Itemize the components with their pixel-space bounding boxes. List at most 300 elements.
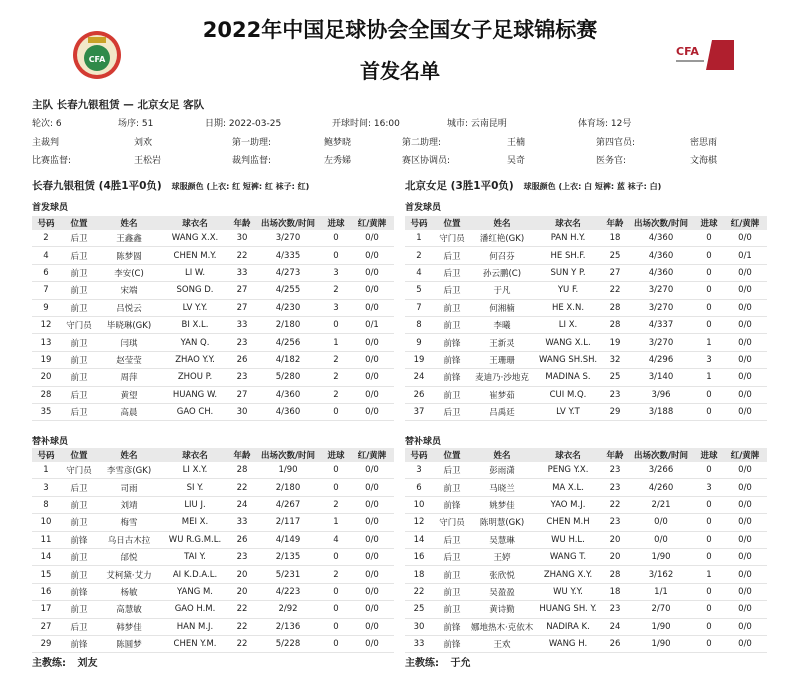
column-header-shirt-name: 球衣名 [533,216,603,230]
ar1-label: 第一助理: [232,138,272,148]
column-header-position: 位置 [60,216,98,230]
cell-goals: 0 [322,316,350,333]
table-row [32,462,394,479]
cell-age: 30 [230,230,254,247]
cell-appearances: 4/149 [254,531,322,548]
cell-shirt-name: HE X.N. [533,299,603,316]
cell-goals: 2 [322,496,350,513]
table-row [405,386,767,403]
page-title: 2022年中国足球协会全国女子足球锦标赛 [202,18,598,42]
medical-label: 医务官: [596,156,627,166]
cell-position: 后卫 [433,282,471,299]
cell-appearances: 4/360 [627,247,695,264]
cell-goals: 4 [322,531,350,548]
referee: 刘欢 [134,138,153,148]
column-header-number: 号码 [405,216,433,230]
cell-cards: 0/1 [350,316,394,333]
coordinator: 吴奇 [507,156,526,166]
cell-age: 24 [603,618,627,635]
column-header-appearances: 出场次数/时间 [627,448,695,462]
cell-number: 13 [32,334,60,351]
cell-cards: 0/0 [350,334,394,351]
column-header-name: 姓名 [471,216,533,230]
cell-shirt-name: CHEN M.H [533,514,603,531]
cell-goals: 0 [695,386,723,403]
column-header-shirt-name: 球衣名 [533,448,603,462]
table-row [32,282,394,299]
cell-position: 前卫 [60,601,98,618]
table-row [405,334,767,351]
away-coach-label: 主教练: [405,658,439,669]
table-row [32,299,394,316]
away-starters-table [405,216,767,421]
supervisor: 王松岩 [134,156,162,166]
cell-position: 守门员 [433,514,471,531]
cell-number: 37 [405,403,433,420]
cell-appearances: 5/231 [254,566,322,583]
cell-age: 22 [230,635,254,652]
cell-shirt-name: WU Y.Y. [533,583,603,600]
cell-position: 守门员 [433,230,471,247]
cell-goals: 1 [695,334,723,351]
cell-appearances: 2/70 [627,601,695,618]
ref-supervisor-label: 裁判监督: [232,156,272,166]
home-coach-name: 刘友 [77,658,98,669]
table-row [405,230,767,247]
cell-appearances: 4/255 [254,282,322,299]
cell-age: 22 [230,618,254,635]
cell-goals: 0 [695,247,723,264]
cell-appearances: 3/162 [627,566,695,583]
cell-number: 6 [32,264,60,281]
cell-shirt-name: CUI M.Q. [533,386,603,403]
coordinator-label: 赛区协调员: [402,156,451,166]
cell-name: 王珊珊 [471,351,533,368]
table-row [405,618,767,635]
cell-goals: 0 [322,618,350,635]
cell-name: 艾柯黛·艾力 [98,566,160,583]
table-row [32,316,394,333]
column-header-goals: 进球 [322,216,350,230]
home-subs-table [32,448,394,653]
cell-name: 毕晓琳(GK) [98,316,160,333]
cell-position: 前锋 [433,351,471,368]
header [0,0,800,92]
cell-cards: 0/0 [723,316,767,333]
cell-goals: 0 [695,299,723,316]
cell-number: 5 [405,282,433,299]
away-kit-colors: 球服颜色 (上衣: 白 短裤: 蓝 袜子: 白) [523,182,662,191]
column-header-name: 姓名 [471,448,533,462]
table-header-row [405,448,767,462]
cell-cards: 0/0 [723,282,767,299]
cell-number: 27 [32,618,60,635]
cell-appearances: 5/228 [254,635,322,652]
cell-goals: 0 [695,514,723,531]
cell-age: 23 [603,479,627,496]
cell-position: 后卫 [433,548,471,565]
cell-goals: 0 [695,264,723,281]
cell-number: 12 [405,514,433,531]
cell-shirt-name: YU F. [533,282,603,299]
away-team-name: 北京女足 (3胜1平0负) [405,180,514,192]
cell-name: 王鑫鑫 [98,230,160,247]
column-header-appearances: 出场次数/时间 [627,216,695,230]
table-row [32,247,394,264]
cell-number: 15 [32,566,60,583]
cell-name: 崔梦茹 [471,386,533,403]
cell-number: 2 [32,230,60,247]
cell-goals: 2 [322,566,350,583]
cell-position: 前锋 [60,531,98,548]
table-header-row [32,448,394,462]
table-row [32,351,394,368]
column-header-goals: 进球 [322,448,350,462]
cell-position: 前卫 [60,548,98,565]
cell-shirt-name: BI X.L. [160,316,230,333]
cell-position: 前锋 [433,635,471,652]
cell-position: 前卫 [60,299,98,316]
cell-number: 2 [405,247,433,264]
column-header-number: 号码 [405,448,433,462]
cell-cards: 0/0 [350,514,394,531]
cell-cards: 0/0 [723,230,767,247]
cell-name: 梅雪 [98,514,160,531]
cell-position: 前卫 [433,299,471,316]
cell-number: 19 [32,351,60,368]
supervisor-label: 比赛监督: [32,156,72,166]
cell-appearances: 4/360 [254,403,322,420]
cell-goals: 2 [322,282,350,299]
cell-number: 1 [32,462,60,479]
cell-age: 24 [230,496,254,513]
table-row [405,316,767,333]
cell-name: 吕悦云 [98,299,160,316]
cell-cards: 0/0 [350,566,394,583]
cell-age: 28 [603,316,627,333]
cell-shirt-name: SUN Y P. [533,264,603,281]
cell-cards: 0/0 [350,531,394,548]
cell-shirt-name: ZHANG X.Y. [533,566,603,583]
table-row [405,264,767,281]
cell-goals: 3 [695,479,723,496]
cell-number: 25 [405,601,433,618]
cell-age: 20 [230,566,254,583]
table-row [405,351,767,368]
cell-goals: 3 [322,264,350,281]
cell-goals: 0 [695,316,723,333]
cell-number: 6 [405,479,433,496]
cell-number: 12 [32,316,60,333]
cell-appearances: 4/256 [254,334,322,351]
cell-number: 3 [405,462,433,479]
column-header-age: 年龄 [230,216,254,230]
cell-cards: 0/0 [350,369,394,386]
cell-goals: 3 [322,299,350,316]
cell-shirt-name: NADIRA K. [533,618,603,635]
cell-appearances: 1/90 [627,618,695,635]
cell-appearances: 2/180 [254,316,322,333]
ref-supervisor: 左秀娣 [324,156,352,166]
column-header-shirt-name: 球衣名 [160,216,230,230]
table-row [405,403,767,420]
table-row [405,548,767,565]
column-header-appearances: 出场次数/时间 [254,448,322,462]
table-row [405,369,767,386]
cell-cards: 0/0 [723,496,767,513]
cell-appearances: 5/280 [254,369,322,386]
cell-appearances: 4/337 [627,316,695,333]
cell-name: 李安(C) [98,264,160,281]
away-coach-name: 于允 [450,658,471,669]
cell-position: 守门员 [60,462,98,479]
cell-shirt-name: ZHOU P. [160,369,230,386]
cell-age: 28 [603,299,627,316]
cell-shirt-name: GAO CH. [160,403,230,420]
home-starters-table [32,216,394,421]
cell-name: 何召芬 [471,247,533,264]
cell-number: 14 [32,548,60,565]
cell-position: 前卫 [60,351,98,368]
cell-position: 前卫 [433,601,471,618]
cell-goals: 0 [322,583,350,600]
cell-cards: 0/0 [723,548,767,565]
table-row [405,566,767,583]
cell-appearances: 4/223 [254,583,322,600]
column-header-cards: 红/黄牌 [723,448,767,462]
column-header-cards: 红/黄牌 [350,448,394,462]
cell-position: 前卫 [60,264,98,281]
cell-appearances: 1/1 [627,583,695,600]
match-number: 场序: 51 [118,119,154,129]
cell-cards: 0/0 [723,351,767,368]
match-date: 日期: 2022-03-25 [205,119,282,129]
cell-cards: 0/0 [723,334,767,351]
table-row [405,531,767,548]
cell-cards: 0/0 [350,583,394,600]
cell-shirt-name: TAI Y. [160,548,230,565]
table-row [405,462,767,479]
table-row [32,566,394,583]
cell-name: 高晨 [98,403,160,420]
cell-position: 后卫 [60,386,98,403]
cell-shirt-name: SI Y. [160,479,230,496]
column-header-number: 号码 [32,216,60,230]
cell-position: 前卫 [60,566,98,583]
cell-cards: 0/0 [350,496,394,513]
cell-appearances: 2/135 [254,548,322,565]
cell-number: 11 [32,531,60,548]
cell-goals: 0 [695,635,723,652]
cell-shirt-name: MA X.L. [533,479,603,496]
column-header-name: 姓名 [98,448,160,462]
cell-name: 周萍 [98,369,160,386]
cell-number: 35 [32,403,60,420]
cell-cards: 0/0 [350,479,394,496]
table-row [32,230,394,247]
table-row [32,334,394,351]
cell-age: 23 [603,386,627,403]
cell-appearances: 4/296 [627,351,695,368]
home-team-header [32,178,309,193]
home-team-name: 长春九银租赁 (4胜1平0负) [32,180,162,192]
cell-appearances: 4/335 [254,247,322,264]
table-row [405,601,767,618]
cell-name: 邰悦 [98,548,160,565]
cell-position: 前卫 [60,369,98,386]
cell-position: 前锋 [60,635,98,652]
table-row [405,635,767,652]
cell-name: 宋端 [98,282,160,299]
cell-appearances: 4/360 [627,230,695,247]
table-row [32,618,394,635]
cell-appearances: 4/360 [627,264,695,281]
cell-number: 26 [405,386,433,403]
cell-position: 后卫 [60,618,98,635]
column-header-age: 年龄 [603,448,627,462]
cell-cards: 0/0 [350,403,394,420]
cell-position: 前锋 [433,618,471,635]
cell-goals: 1 [322,514,350,531]
cell-position: 前卫 [433,583,471,600]
cell-position: 前卫 [433,566,471,583]
cell-age: 18 [603,230,627,247]
cell-position: 后卫 [60,479,98,496]
cell-appearances: 3/188 [627,403,695,420]
cell-cards: 0/0 [350,601,394,618]
cell-age: 22 [603,282,627,299]
cell-goals: 0 [695,531,723,548]
cell-cards: 0/0 [350,386,394,403]
column-header-age: 年龄 [603,216,627,230]
cell-name: 司雨 [98,479,160,496]
cell-age: 30 [230,403,254,420]
table-row [32,601,394,618]
table-row [32,369,394,386]
cell-cards: 0/0 [723,566,767,583]
cell-cards: 0/0 [723,299,767,316]
table-row [405,479,767,496]
cell-position: 前卫 [433,316,471,333]
cell-age: 32 [603,351,627,368]
table-row [32,635,394,652]
table-row [32,386,394,403]
cell-appearances: 1/90 [254,462,322,479]
cell-age: 22 [603,496,627,513]
cell-position: 后卫 [433,462,471,479]
cell-appearances: 3/270 [627,334,695,351]
cell-name: 李雪彦(GK) [98,462,160,479]
cell-appearances: 1/90 [627,548,695,565]
cell-name: 李曦 [471,316,533,333]
round: 轮次: 6 [32,119,62,129]
cell-goals: 0 [695,230,723,247]
cell-name: 娜地热木·克依木 [471,618,533,635]
cell-cards: 0/0 [350,462,394,479]
cell-age: 27 [230,299,254,316]
home-subs-label: 替补球员 [32,437,69,447]
cell-age: 25 [603,369,627,386]
cell-position: 后卫 [433,403,471,420]
cell-goals: 0 [322,462,350,479]
cell-appearances: 3/140 [627,369,695,386]
cell-cards: 0/0 [723,403,767,420]
cell-appearances: 2/92 [254,601,322,618]
cfa-logo-text: CFA [88,55,106,64]
cell-name: 于凡 [471,282,533,299]
cell-position: 前锋 [433,369,471,386]
cell-name: 吕禹廷 [471,403,533,420]
column-header-goals: 进球 [695,216,723,230]
cell-number: 17 [32,601,60,618]
cell-shirt-name: WANG X.X. [160,230,230,247]
cell-appearances: 3/270 [254,230,322,247]
cell-goals: 0 [322,247,350,264]
cell-name: 刘靖 [98,496,160,513]
cell-name: 陈圆梦 [98,635,160,652]
cell-shirt-name: PAN H.Y. [533,230,603,247]
cell-number: 7 [405,299,433,316]
cell-age: 19 [603,334,627,351]
cell-goals: 0 [695,601,723,618]
cell-goals: 0 [695,496,723,513]
cell-goals: 0 [322,403,350,420]
cell-age: 23 [603,514,627,531]
away-subs-table [405,448,767,653]
cell-age: 33 [230,316,254,333]
cell-position: 后卫 [433,531,471,548]
cell-cards: 0/0 [350,264,394,281]
cell-age: 23 [603,462,627,479]
cell-number: 22 [405,583,433,600]
cell-appearances: 3/96 [627,386,695,403]
cell-position: 前锋 [60,583,98,600]
cell-cards: 0/0 [350,548,394,565]
cell-name: 韩梦佳 [98,618,160,635]
cell-position: 前卫 [433,386,471,403]
cell-goals: 0 [695,583,723,600]
cell-number: 1 [405,230,433,247]
cell-name: 王新灵 [471,334,533,351]
cell-number: 7 [32,282,60,299]
cell-name: 黄诗勤 [471,601,533,618]
table-row [32,548,394,565]
medical-officer: 文海棋 [690,156,718,166]
cell-age: 26 [230,351,254,368]
cell-position: 后卫 [433,264,471,281]
cfa-brand-icon [672,40,734,70]
table-row [405,496,767,513]
cell-age: 23 [603,601,627,618]
city: 城市: 云南昆明 [447,119,507,129]
cell-goals: 1 [322,334,350,351]
cell-shirt-name: WANG T. [533,548,603,565]
column-header-appearances: 出场次数/时间 [254,216,322,230]
away-coach [405,654,470,669]
ar2-label: 第二助理: [402,138,442,148]
cell-goals: 0 [322,479,350,496]
cell-appearances: 2/117 [254,514,322,531]
cell-cards: 0/0 [723,531,767,548]
table-row [405,247,767,264]
cell-goals: 1 [695,369,723,386]
cell-name: 陈明慧(GK) [471,514,533,531]
cell-cards: 0/0 [723,635,767,652]
cell-age: 29 [603,403,627,420]
cell-cards: 0/0 [350,230,394,247]
cell-cards: 0/0 [350,247,394,264]
cell-number: 9 [405,334,433,351]
